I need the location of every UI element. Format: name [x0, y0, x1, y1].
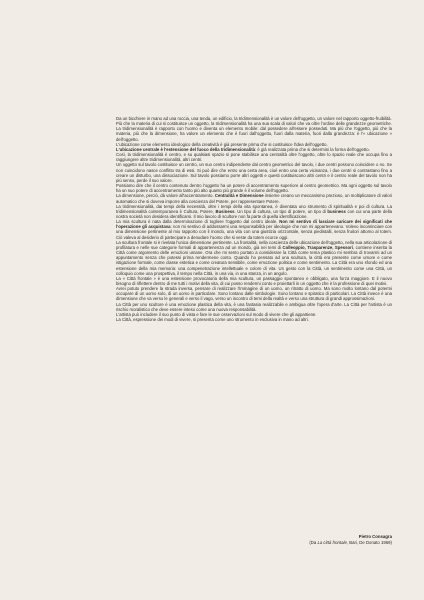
text-run: Così, la tridimensionalità è centro, e su qualsiasi spazio si pone stabilisce una centralità oltre l'oggetto, oltre lo spazio reale che occupa fino a raggiungere altre tridimensionalità, altri centri. [116, 152, 392, 163]
paragraph [116, 183, 392, 193]
paragraph [116, 302, 392, 312]
text-run: La mia scultura è nata dalla determinazione di togliere l'oggetto dal centro ideale. [116, 219, 280, 225]
paragraph [116, 121, 392, 142]
bold-text-run: Business [215, 208, 235, 214]
paragraph [116, 162, 392, 183]
text-run: La Città per uno scultore è una emozione plastica della vita, è una fantasia realizzabile e ambigua oltre l'opera d'arte. La Città per l'artista è un rischio moralistico che deve essere inteso come una nuova responsabilità. [116, 301, 392, 312]
paragraph [116, 276, 392, 286]
text-run: , contiene inserita la Città come argomento delle emozioni umane. Ora che mi sento portato a considerare la Città come tema plastico mi sembra di trovarmi ad un appuntamento senza che potessi prima rendermene conto. Quando ho pensato ad una scultura, la città era presente come umore e come istigazione formale, come classe estetica e come creatura sensibile, come emozione politica e come sentimento. La Città era uno sfondo ed una estensione della mia memoria: una compenetrazione intellettuale e colore di vita. Un gesto con la Città, un sentimento come una Città, un colloquio come una prospettiva, il tempo nella Città, in una via, in una stanza, in un angolo. [116, 244, 392, 276]
text-run: Un oggetto sul tavolo costituisce un centro, un suo centro indipendente dal centro geometrico del tavolo, i due centri possono coincidere o no. Se non coincidono nasce conflitto tra di essi. Si può dire che entro una certa area, cioè entro una certa vicinanza, i due centri si contrastano fino a creare un disturbo, una dissociazione. Sul tavolo possiamo porre altri oggetti e questi costituiscono altri centri e il centro reale del tavolo non ha più senso, perde il suo valore. [116, 162, 392, 183]
text-run: con cui una parte della nostra società non desidera identificarsi. Il mio lavoro di scultore non fa parte di quella identificazione. [116, 208, 393, 219]
source-citation [309, 540, 392, 546]
text-run: La « Città frontale » è una estensione provocatoria della mia scultura, un passaggio spontaneo e obbligato, una forza maggiore. E il nuovo bisogno di riflettere dentro di me tutti i motivi della vita, di cui posso rendermi conto e proiettarli in un oggetto che è la professione di quei motivi. [116, 275, 392, 286]
paragraph [116, 286, 392, 301]
source-prefix: (Da [309, 540, 318, 545]
signature-block [309, 534, 392, 546]
text-run: Avrei potuto prendere la strada inversa, pensare di realizzare l'immagine di un uomo, un ritratto di uomo. Ma sono molto lontano dal potermi occupare di un uomo solo, di un uomo in particolare. Sono lontano dalle simbologie. Sono lontano e spiratico di particolari. La Città invece è una dimensione che va verso le generali e verso il vago, verso un incontro di temi della realtà e verso una struttura di grandi approssimazioni. [116, 286, 392, 302]
paragraph [116, 219, 392, 240]
author-name: Pietro Consagra [358, 534, 392, 539]
text-run: Possiamo dire che il centro contenuto dentro l'oggetto ha un potere di accentramento superiore al centro geometrico. Ma ogni oggetto sul tavolo ha un suo potere di accentramento tanto più alto quanto più grande è il volume dell'oggetto. [116, 183, 392, 194]
text-run: insieme creano un meccanismo prezioso, un moltiplicatore di valori automatico che si doveva imporre alla coscienza del Potere, per rappresentare Potere. [116, 193, 392, 204]
text-run: La dimensione, perciò, dà valore all'accentramento. [116, 193, 215, 199]
paragraph [116, 317, 392, 322]
bold-text-run: Centralità e Dimensione [214, 193, 264, 199]
bold-text-run: business [327, 208, 346, 214]
text-run: L'artista può includere il suo punto di vista e fare le sue osservazioni sul modo di vivere che gli appartiene. [116, 311, 317, 317]
text-run: Da un bicchiere in mano ad una roccia, una tenda, un edificio, la tridimensionalità è un valore dell'oggetto, un valore nel rapporto oggetto-fruibilità. [116, 116, 392, 121]
bold-text-run: L'ubicazione centrale è l'estensione del fuoco della tridimensionalità [116, 146, 255, 152]
paragraph [116, 193, 392, 203]
bold-text-run: Non mi sentivo di lasciare caricare dei significati che l'operazione gli acquistava [116, 219, 392, 230]
text-run: : non mi sentivo di addossarmi una responsabilità per ideologie che non mi appartenevano. Volevo incominciare con una dimensione pertinente al mio rapporto con il mondo, una vita con una giustizia orizzontale, senza piedistalli, senza fruitori attorno al totem. Ciò valeva al desiderio di partecipare a denudare l'uomo che si veste da totem ecorce oggi. [116, 224, 392, 240]
text-run: La Città, espressione dei modi di vivere, si presenta come uno strumento in esclusiva in mano ad altri. [116, 317, 309, 323]
text-run: La tridimensionalità, dai tempi della necessità, oltre i tempi della vita spontanea, è diventata uno strumento di spiritualità e poi di cultura. La tridimensionalità contemporanea è Cultura, Potere, [116, 203, 392, 214]
paragraph [116, 240, 392, 276]
bold-text-run: Colleoppio, Trasparenze, Spessori [282, 244, 353, 250]
essay-body [116, 116, 392, 322]
paragraph [116, 152, 392, 162]
source-title: La città frontale [317, 540, 347, 545]
paragraph [116, 204, 392, 219]
text-run: L'ubicazione come elemento ideologico della creatività è già presente prima che si costituisce l'idea dell'oggetto. [116, 141, 328, 147]
text-run: : è già realizzata prima che si determini la forma dell'oggetto. [255, 146, 370, 152]
text-run: Più che la materia di cui si costituisce un oggetto, la tridimensionalità ha una sua scala di valori che va oltre l'ordine delle grandezze geometriche. La tridimensionalità è rapporto con l'uomo e diventa un elemento mobile: dal possedere all'essere posseduti. Ma più che l'oggetto, più che la materia, più che la dimensione, ha valore un elemento che è fuori dall'oggetto, fuori dalla materia, fuori dalla grandezza: è l'« ubicazione » dell'oggetto. [116, 121, 392, 142]
source-suffix: , Bari, De Donato 1969) [346, 540, 392, 545]
text-run: La scultura frontale si è rivelata l'unica dimensione pertinente. La frontalità, nella coscienza delle ubicazione dell'oggetto, nella sua articolazione di profilatura e nelle sue categorie formali di appartenenza ad un mondo, già nei temi di [116, 239, 392, 250]
text-run: . Un tipo di cultura, un tipo di potere, un tipo di [234, 208, 328, 214]
